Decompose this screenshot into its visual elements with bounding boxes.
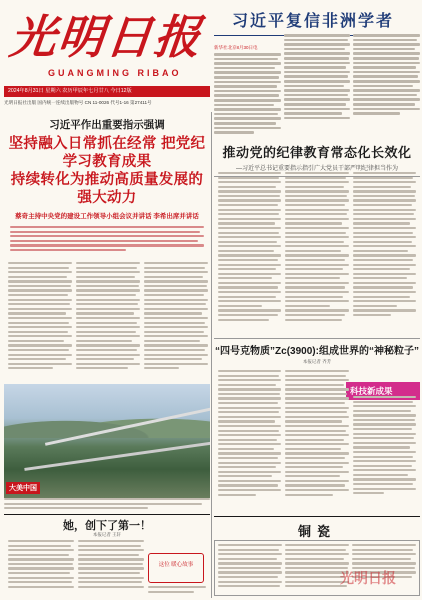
science-article[interactable] bbox=[214, 340, 420, 368]
science-body bbox=[218, 370, 416, 510]
bronze-article[interactable] bbox=[214, 516, 420, 540]
feature-headline[interactable]: 她，创下了第一！ bbox=[4, 514, 210, 533]
bronze-headline[interactable]: 铜瓷 bbox=[214, 516, 420, 540]
lead-byline: 蔡奇主持中央党的建设工作领导小组会议并讲话 李希出席并讲话 bbox=[15, 213, 199, 220]
feature-body-right bbox=[148, 586, 206, 598]
dateline: 2024年8月31日 星期六 农历甲辰年七月廿八 今日12版 bbox=[4, 86, 210, 97]
photo-section-tag: 大美中国 bbox=[6, 482, 40, 494]
top-right-article[interactable] bbox=[214, 4, 420, 138]
warm-story-logo: 这位 暖心故事 bbox=[148, 553, 204, 583]
right-main-headline[interactable]: 推动党的纪律教育常态化长效化 bbox=[222, 145, 412, 160]
column-divider bbox=[211, 112, 212, 598]
lead-abstract bbox=[4, 224, 210, 255]
top-right-headline[interactable]: 习近平复信非洲学者 bbox=[214, 4, 420, 36]
photo-caption bbox=[4, 498, 210, 512]
feature-byline: 本报记者 王轩 bbox=[92, 532, 122, 537]
newspaper-logo-en: GUANGMING RIBAO bbox=[48, 68, 182, 78]
watermark-logo: 光明日报 bbox=[340, 570, 396, 586]
lead-body bbox=[8, 262, 208, 380]
lead-subheadline[interactable]: 习近平作出重要指示强调 bbox=[49, 119, 165, 131]
lead-article[interactable] bbox=[4, 116, 210, 255]
section-divider bbox=[214, 338, 420, 339]
science-byline: 本报记者 齐芳 bbox=[302, 359, 332, 364]
article-kicker: 新华社北京8月30日电 bbox=[214, 45, 258, 50]
publication-info: 光明日报社出版 国内统一连续出版物号 CN 11-0026 代号1-16 第27411号 bbox=[4, 100, 152, 105]
text-column bbox=[353, 34, 420, 136]
text-column bbox=[284, 34, 351, 136]
right-main-subheadline: —习近平总书记重要指示指引广大党员干部严明纪律担当作为 bbox=[214, 163, 420, 177]
masthead bbox=[4, 4, 210, 110]
landscape-photo[interactable] bbox=[4, 384, 210, 498]
science-headline[interactable]: “四号克物质”Zc(3900):组成世界的“神秘粒子” bbox=[215, 346, 419, 357]
lead-headline-line1[interactable]: 坚持融入日常抓在经常 把党纪学习教育成果 bbox=[8, 136, 206, 170]
feature-body bbox=[8, 540, 144, 596]
top-right-body bbox=[214, 34, 420, 136]
text-column bbox=[214, 34, 281, 136]
right-main-body bbox=[218, 172, 416, 334]
lead-headline-line2[interactable]: 持续转化为推动高质量发展的强大动力 bbox=[10, 172, 204, 206]
newspaper-logo[interactable]: 光明日报 bbox=[7, 10, 205, 64]
science-badge-label: 科技新成果 bbox=[350, 386, 393, 396]
